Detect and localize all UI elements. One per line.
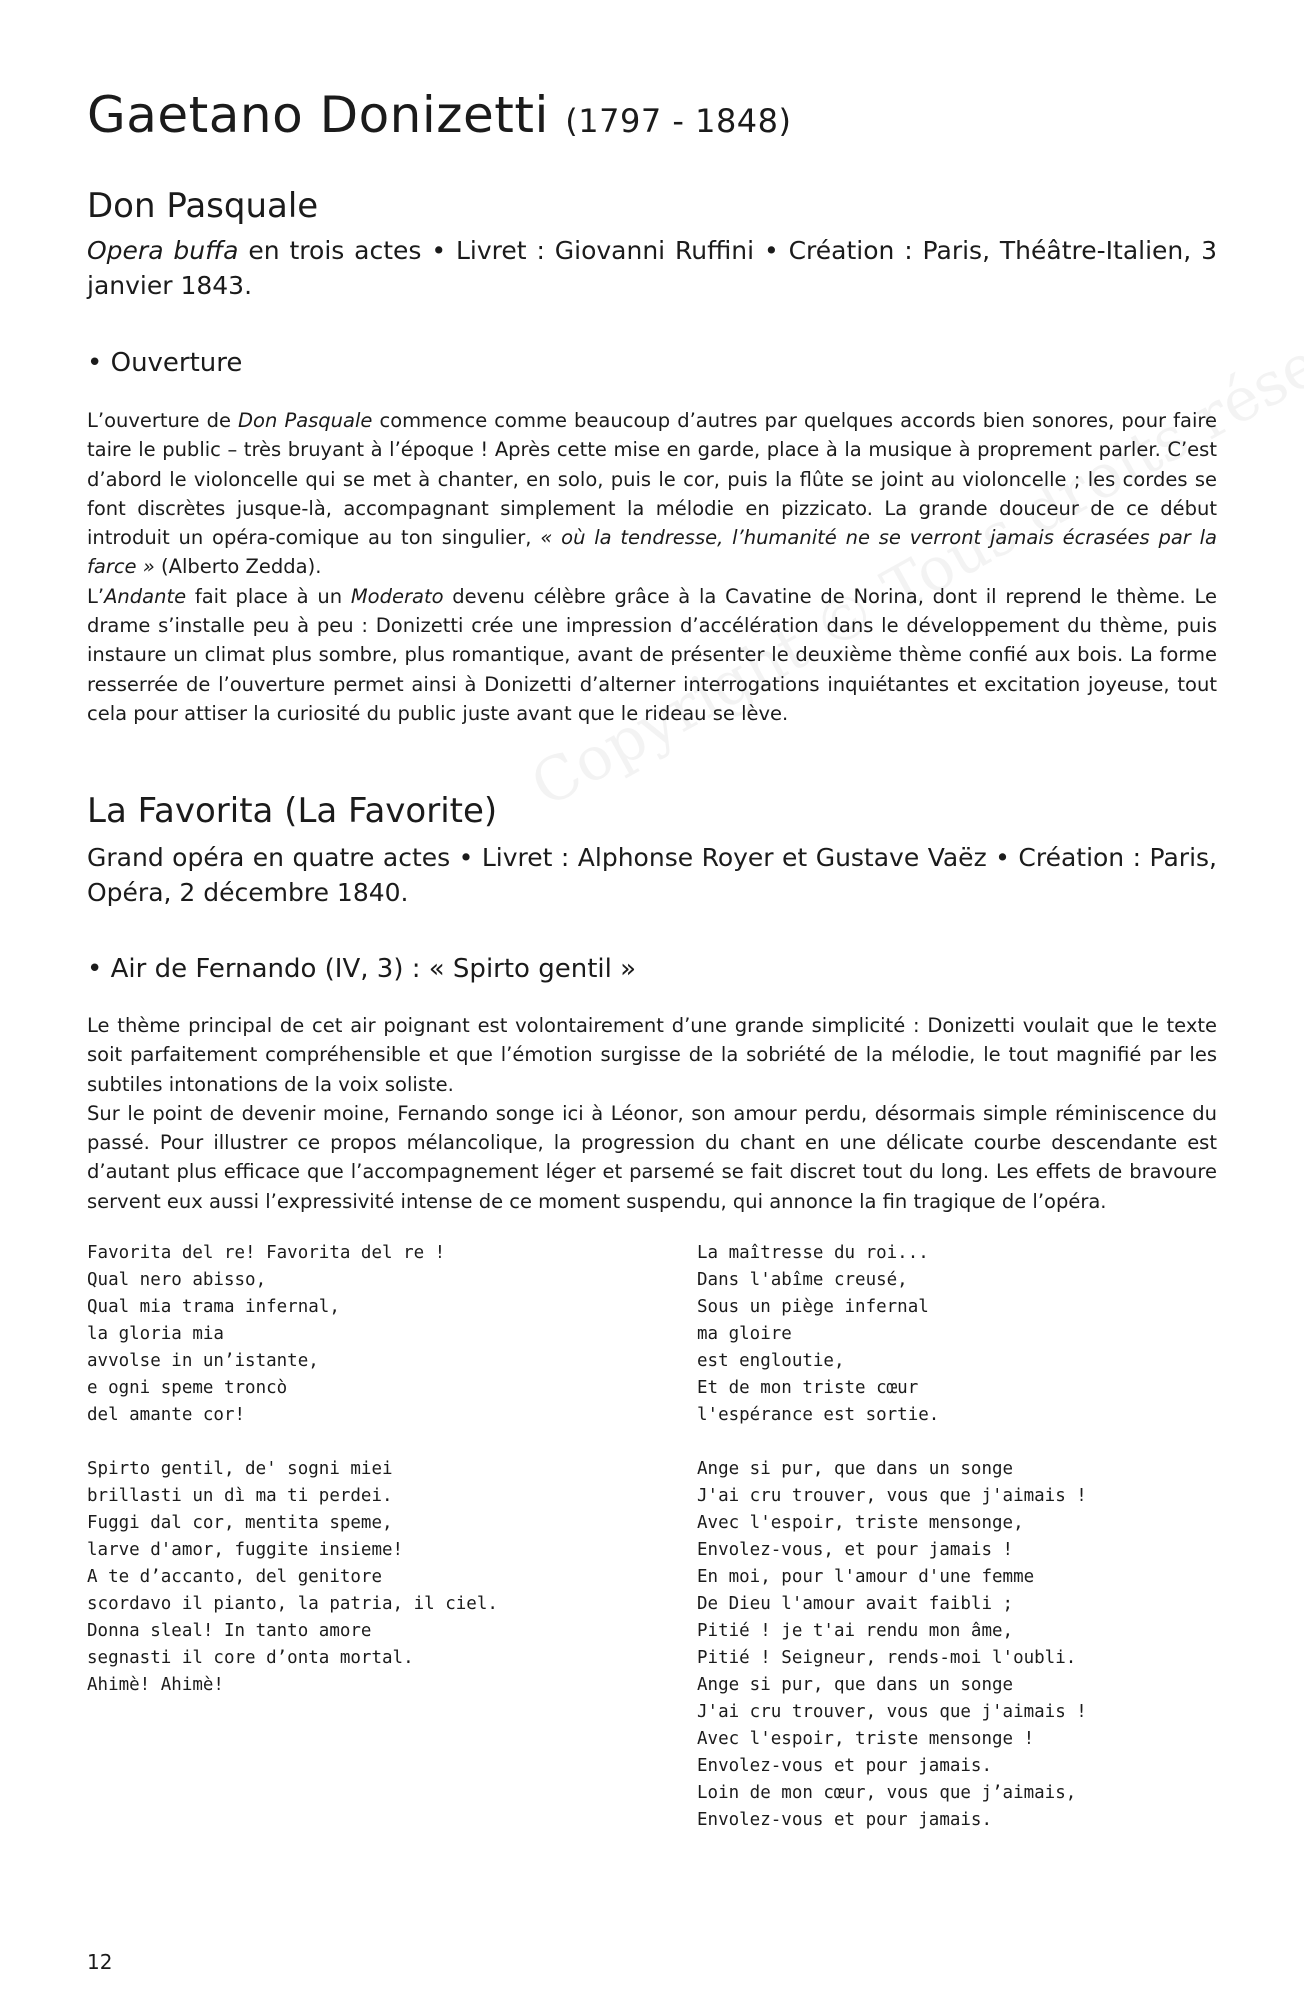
composer-heading (87, 86, 792, 144)
composer-dates: (1797 - 1848) (565, 102, 792, 140)
lyric-line: Et de mon triste cœur (697, 1378, 919, 1398)
lyric-line: avvolse in un’istante, (87, 1351, 319, 1371)
lyrics-stanza (87, 1240, 498, 1429)
opera-details: en trois actes • Livret : Giovanni Ruffini • Création : Paris, Théâtre-Italien, 3 janvier 1843. (87, 236, 1217, 300)
lyric-line: Favorita del re! Favorita del re ! (87, 1243, 446, 1263)
lyric-line: Sous un piège infernal (697, 1297, 929, 1317)
lyric-line: larve d'amor, fuggite insieme! (87, 1540, 404, 1560)
lyric-line: l'espérance est sortie. (697, 1405, 940, 1425)
lyric-line: Ange si pur, que dans un songe (697, 1675, 1014, 1695)
lyric-line: Envolez-vous, et pour jamais ! (697, 1540, 1014, 1560)
lyric-line: Ahimè! Ahimè! (87, 1675, 224, 1695)
text-run: (Alberto Zedda). (154, 555, 322, 579)
lyric-line: J'ai cru trouver, vous que j'aimais ! (697, 1486, 1087, 1506)
text-run: fait place à un (186, 584, 351, 608)
page-number: 12 (87, 1950, 113, 1974)
lyric-line: la gloria mia (87, 1324, 224, 1344)
spirto-gentil-paragraph-1: Le thème principal de cet air poignant est volontairement d’une grande simplicité : Donizetti voulait que le texte soit parfaitement compréhensible et que l’émotion surgisse de la sobriété de la mélodie, le tout magnifié par les subtiles intonations de la voix soliste. (87, 1014, 1217, 1096)
lyric-line: brillasti un dì ma ti perdei. (87, 1486, 393, 1506)
italic-run: Andante (104, 584, 187, 608)
spirto-gentil-text (87, 1011, 1217, 1216)
lyric-line: del amante cor! (87, 1405, 246, 1425)
lyric-line: La maîtresse du roi... (697, 1243, 929, 1263)
lyric-line: Donna sleal! In tanto amore (87, 1621, 372, 1641)
italic-run: Don Pasquale (238, 409, 373, 432)
opera-subtitle-text: (La Favorite) (273, 791, 498, 831)
lyric-line: scordavo il pianto, la patria, il ciel. (87, 1594, 498, 1614)
lyric-line: segnasti il core d’onta mortal. (87, 1648, 414, 1668)
lyric-line: En moi, pour l'amour d'une femme (697, 1567, 1035, 1587)
lyric-line: Pitié ! je t'ai rendu mon âme, (697, 1621, 1014, 1641)
lyric-line: ma gloire (697, 1324, 792, 1344)
text-run: L’ (87, 584, 105, 608)
lyric-line: Qual nero abisso, (87, 1270, 267, 1290)
lyric-line: Ange si pur, que dans un songe (697, 1459, 1014, 1479)
lyrics-stanza (87, 1456, 498, 1699)
lyric-line: e ogni speme troncò (87, 1378, 288, 1398)
text-run: L’ouverture de (87, 409, 239, 432)
ouverture-text (87, 406, 1217, 728)
lyric-line: Envolez-vous et pour jamais. (697, 1756, 993, 1776)
text-run: devenu célèbre grâce à la Cavatine de Norina, dont il reprend le thème. Le drame s’installe peu à peu : Donizetti crée une impression d’accélération dans le développement du thème, puis instaure un climat plus sombre, plus romantique, avant de présenter le deuxième thème confié aux bois. La forme resserrée de l’ouverture permet ainsi à Donizetti d’alterner interrogations inquiétantes et excitation joyeuse, tout cela pour attiser la curiosité du public juste avant que le rideau se lève. (87, 584, 1217, 725)
lyric-line: Dans l'abîme creusé, (697, 1270, 908, 1290)
lyrics-french (697, 1240, 1087, 1861)
composer-first-name: Gaetano (87, 86, 304, 144)
lyric-line: De Dieu l'amour avait faibli ; (697, 1594, 1014, 1614)
opera-info-don-pasquale (87, 233, 1217, 303)
section-heading-ouverture: • Ouverture (87, 348, 243, 378)
section-heading-spirto-gentil: • Air de Fernando (IV, 3) : « Spirto gentil » (87, 954, 637, 984)
lyric-line: Qual mia trama infernal, (87, 1297, 340, 1317)
opera-title-text: La Favorita (87, 791, 274, 831)
opera-genre: Opera buffa (87, 236, 239, 265)
lyric-line: est engloutie, (697, 1351, 845, 1371)
lyric-line: Avec l'espoir, triste mensonge, (697, 1513, 1024, 1533)
opera-title-don-pasquale: Don Pasquale (87, 186, 319, 226)
lyric-line: A te d’accanto, del genitore (87, 1567, 383, 1587)
lyric-line: Avec l'espoir, triste mensonge ! (697, 1729, 1035, 1749)
lyrics-stanza (697, 1240, 1087, 1429)
lyric-line: Spirto gentil, de' sogni miei (87, 1459, 393, 1479)
text-run: commence comme beaucoup d’autres par quelques accords bien sonores, pour faire taire le public – très bruyant à l’époque ! Après cette mise en garde, place à la musique à proprement parler. C’est d’abord le violoncelle qui se met à chanter, en solo, puis le cor, puis la flûte se joint au violoncelle ; les cordes se font discrètes jusque-là, accompagnant simplement la mélodie en pizzicato. La grande douceur de ce début introduit un opéra-comique au ton singulier, (87, 409, 1217, 550)
lyric-line: Fuggi dal cor, mentita speme, (87, 1513, 393, 1533)
lyrics-italian (87, 1240, 498, 1726)
lyric-line: Envolez-vous et pour jamais. (697, 1810, 993, 1830)
composer-last-name: Donizetti (319, 86, 549, 144)
spirto-gentil-paragraph-2: Sur le point de devenir moine, Fernando songe ici à Léonor, son amour perdu, désormais simple réminiscence du passé. Pour illustrer ce propos mélancolique, la progression du chant en une délicate courbe descendante est d’autant plus efficace que l’accompagnement léger et parsemé se fait discret tout du long. Les effets de bravoure servent eux aussi l’expressivité intense de ce moment suspendu, qui annonce la fin tragique de l’opéra. (87, 1101, 1217, 1213)
quote-run: « où la tendresse, l’humanité ne se verront jamais écrasées par la farce » (87, 526, 1217, 579)
italic-run: Moderato (350, 584, 444, 608)
lyric-line: Pitié ! Seigneur, rends-moi l'oubli. (697, 1648, 1077, 1668)
opera-title-la-favorita (87, 791, 497, 831)
lyrics-stanza (697, 1456, 1087, 1834)
lyric-line: Loin de mon cœur, vous que j’aimais, (697, 1783, 1077, 1803)
lyric-line: J'ai cru trouver, vous que j'aimais ! (697, 1702, 1087, 1722)
opera-info-la-favorita: Grand opéra en quatre actes • Livret : Alphonse Royer et Gustave Vaëz • Création : Paris, Opéra, 2 décembre 1840. (87, 843, 1217, 907)
